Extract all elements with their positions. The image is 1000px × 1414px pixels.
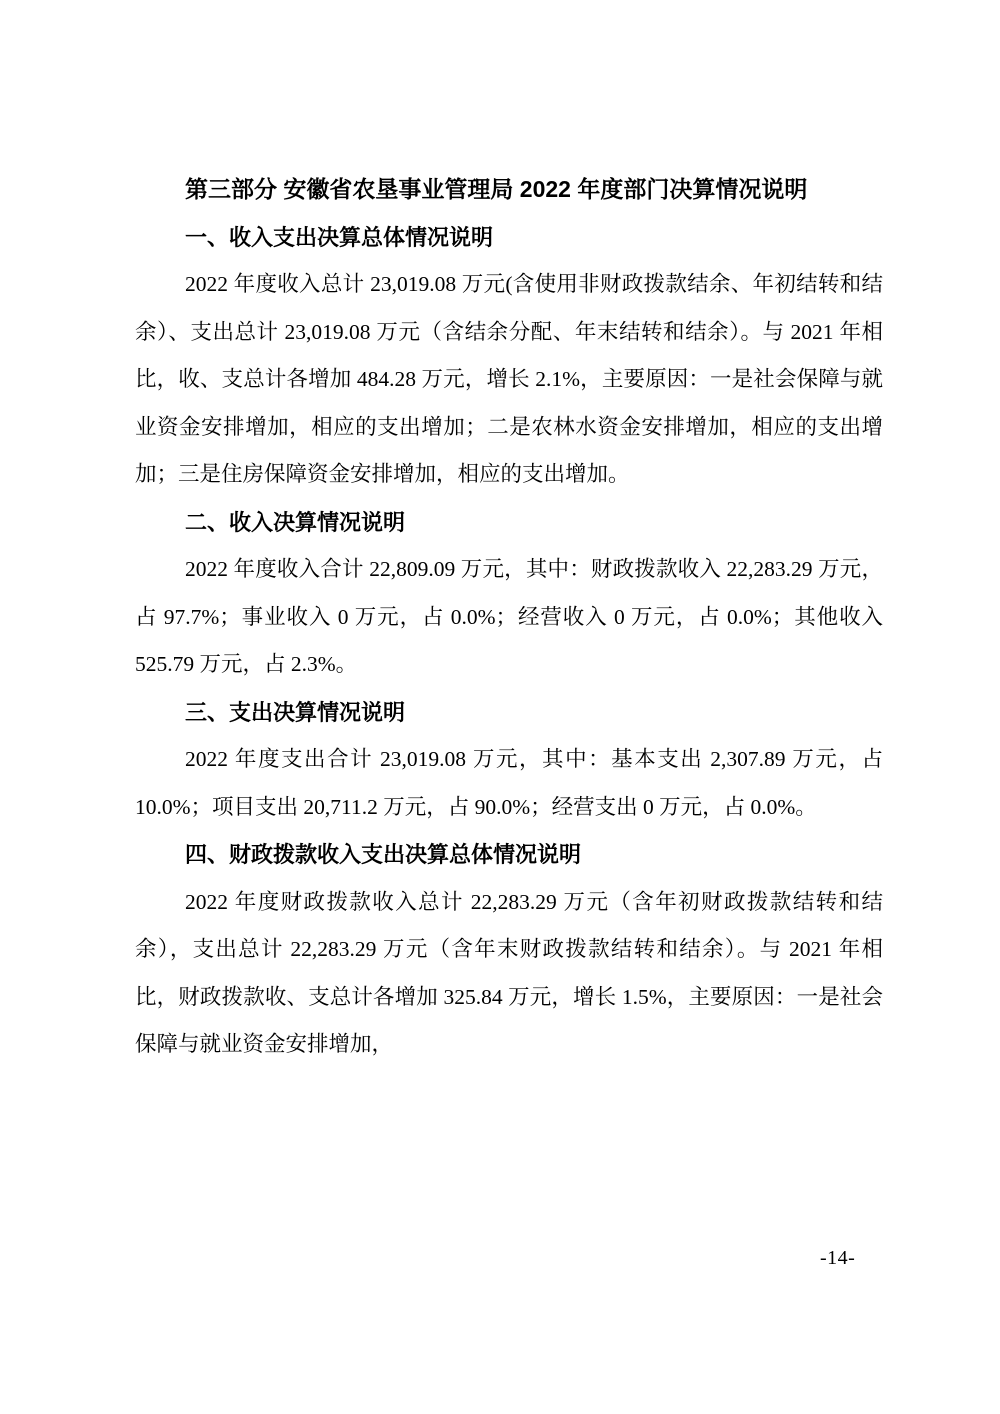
section-paragraph-1: 2022 年度收入总计 23,019.08 万元(含使用非财政拨款结余、年初结转和结余）、支出总计 23,019.08 万元（含结余分配、年末结转和结余）。与 2021 年相比，收、支总计各增加 484.28 万元，增长 2.1%，主要原因：一是社会保障与就业资金安排增加，相应的支出增加；二是农林水资金安排增加，相应的支出增加；三是住房保障资金安排增加，相应的支出增加。 bbox=[135, 272, 883, 486]
document-content bbox=[135, 166, 883, 1069]
section-heading-4: 四、财政拨款收入支出决算总体情况说明 bbox=[185, 842, 582, 867]
section-paragraph-4: 2022 年度财政拨款收入总计 22,283.29 万元（含年初财政拨款结转和结余），支出总计 22,283.29 万元（含年末财政拨款结转和结余）。与 2021 年相比，财政拨款收、支总计各增加 325.84 万元，增长 1.5%，主要原因：一是社会保障与就业资金安排增加， bbox=[135, 889, 883, 1056]
section-income-final-accounts bbox=[135, 499, 883, 689]
section-heading-2: 二、收入决算情况说明 bbox=[185, 509, 406, 535]
section-paragraph-3: 2022 年度支出合计 23,019.08 万元，其中：基本支出 2,307.89 万元，占 10.0%；项目支出 20,711.2 万元，占 90.0%；经营支出 0 万元，占 0.0%。 bbox=[135, 747, 883, 819]
section-income-expenditure-overview bbox=[135, 214, 883, 499]
page-number: -14- bbox=[820, 1247, 856, 1269]
document-title: 第三部分 安徽省农垦事业管理局 2022 年度部门决算情况说明 bbox=[185, 176, 808, 202]
section-heading-1: 一、收入支出决算总体情况说明 bbox=[185, 224, 494, 250]
section-paragraph-2: 2022 年度收入合计 22,809.09 万元，其中：财政拨款收入 22,283.29 万元，占 97.7%；事业收入 0 万元，占 0.0%；经营收入 0 万元，占 0.0%；其他收入 525.79 万元，占 2.3%。 bbox=[135, 557, 883, 676]
section-expenditure-final-accounts bbox=[135, 689, 883, 832]
section-heading-3: 三、支出决算情况说明 bbox=[185, 699, 406, 725]
section-fiscal-appropriation-overview bbox=[135, 831, 883, 1069]
